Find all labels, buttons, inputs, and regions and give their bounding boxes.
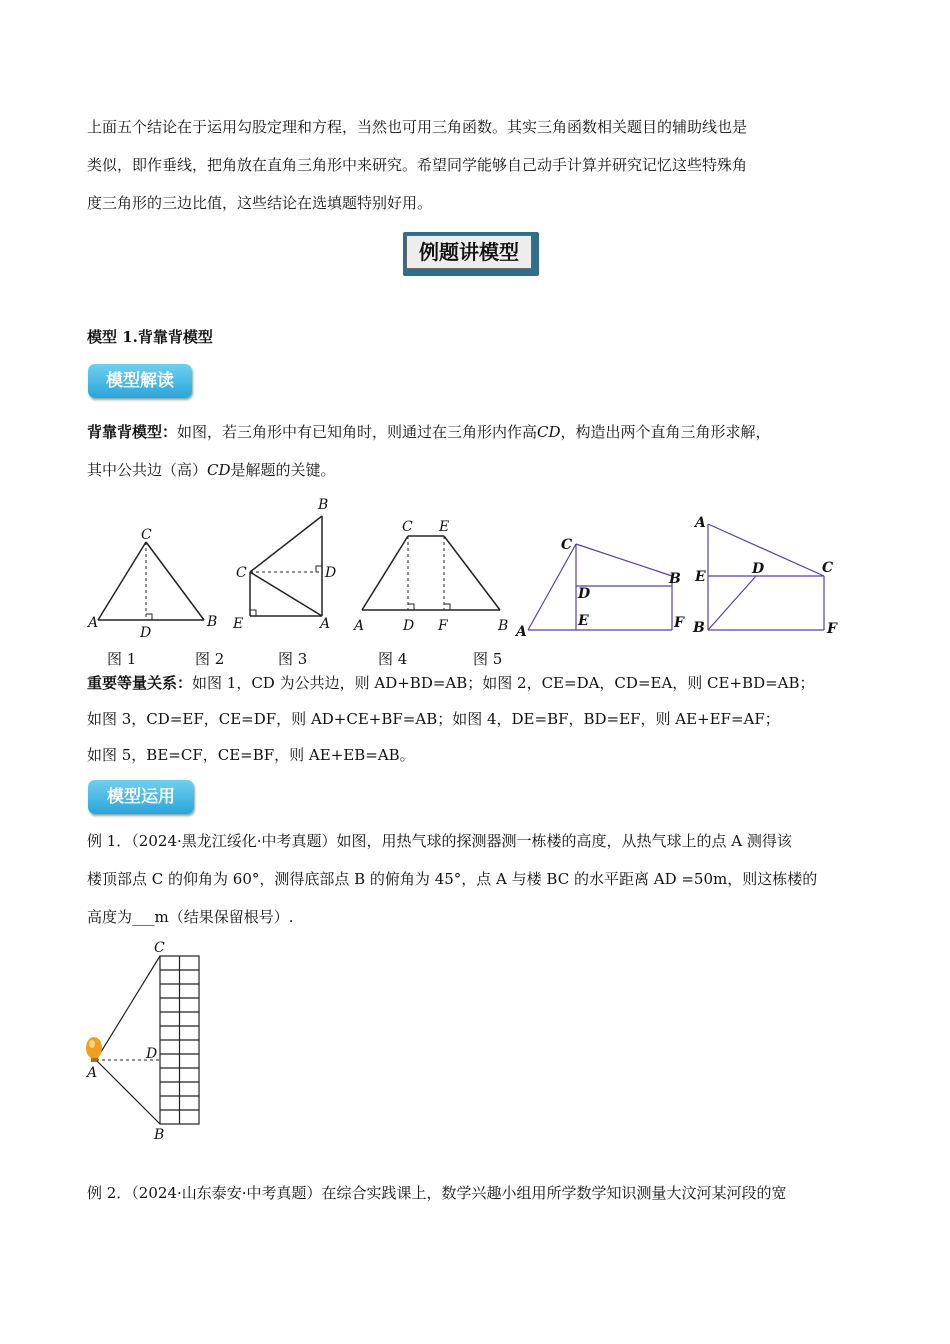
caption-fig-1: 图 1 (107, 650, 137, 668)
fig5-label-d: D (752, 561, 765, 577)
example-1-line-1: 例 1．（2024·黑龙江绥化·中考真题）如图，用热气球的探测器测一栋楼的高度，从热气球上的点 A 测得该 (87, 832, 792, 850)
reading-text-d: 是解题的关键。 (230, 461, 336, 479)
fig3-label-e: E (439, 519, 450, 535)
reading-cd: CD (537, 423, 561, 441)
intro-line-1: 上面五个结论在于运用勾股定理和方程，当然也可用三角函数。其实三角函数相关题目的辅助线也是 (87, 118, 748, 136)
caption-fig-2: 图 2 (195, 650, 225, 668)
intro-line-2: 类似，即作垂线，把角放在直角三角形中来研究。希望同学能够自己动手计算并研究记忆这些特殊角 (87, 156, 748, 174)
fig1-label-c: C (141, 527, 152, 543)
fig5-label-a: A (695, 515, 706, 531)
fig4-label-b: B (669, 571, 681, 587)
fig3-label-a: A (354, 618, 365, 634)
section-banner (403, 232, 539, 276)
fig3-label-c: C (402, 519, 413, 535)
relations-line-2: 如图 3，CD=EF，CE=DF，则 AD+CE+BF=AB；如图 4，DE=BF，BD=EF，则 AE+EF=AF； (87, 710, 780, 728)
fig5-label-b: B (693, 620, 705, 636)
fig2-label-b: B (318, 497, 329, 513)
fig5-label-c: C (822, 560, 834, 576)
fig4-label-d: D (578, 586, 591, 602)
caption-fig-4: 图 4 (378, 650, 408, 668)
balloon-icon (86, 1037, 102, 1062)
fig2-label-c: C (236, 565, 247, 581)
fig5-label-e: E (695, 569, 706, 585)
ex1-label-d: D (146, 1046, 158, 1062)
tag-model-application: 模型运用 (88, 780, 194, 814)
reading-label: 背靠背模型： (87, 423, 178, 441)
fig4-label-c: C (561, 537, 573, 553)
fig4-label-a: A (516, 624, 527, 640)
example-1-diagram (84, 936, 214, 1146)
reading-text-c: 其中公共边（高） (87, 461, 208, 479)
fig1-label-b: B (207, 614, 218, 630)
fig2-label-d: D (325, 565, 337, 581)
relations-text-1: 如图 1，CD 为公共边，则 AD+BD=AB；如图 2，CE=DA，CD=EA，则 CE+BD=AB； (192, 674, 815, 692)
caption-fig-5: 图 5 (473, 650, 503, 668)
relations-line-1 (87, 665, 867, 702)
model-1-heading: 模型 1.背靠背模型 (87, 328, 213, 346)
relations-line-3: 如图 5，BE=CF，CE=BF，则 AE+EB=AB。 (87, 746, 415, 764)
fig4-label-e: E (578, 613, 589, 629)
fig5-label-f: F (827, 621, 837, 637)
reading-text-a: 如图，若三角形中有已知角时，则通过在三角形内作高 (177, 423, 538, 441)
tag-model-interpretation: 模型解读 (88, 364, 192, 398)
example-1-line-3: 高度为___m（结果保留根号）. (87, 908, 294, 926)
example-2-line-1: 例 2．（2024·山东泰安·中考真题）在综合实践课上，数学兴趣小组用所学数学知识测量大汶河某河段的宽 (87, 1184, 787, 1202)
fig3-label-b: B (498, 618, 509, 634)
figure-1 (86, 520, 226, 640)
reading-line-1 (87, 414, 867, 451)
building-grid (160, 956, 199, 1124)
fig3-label-d: D (403, 618, 415, 634)
fig4-label-f: F (674, 615, 684, 631)
figure-3 (350, 512, 520, 640)
intro-line-3: 度三角形的三边比值，这些结论在选填题特别好用。 (87, 194, 433, 212)
fig2-label-e: E (233, 616, 244, 632)
ex1-label-c: C (154, 940, 165, 956)
fig3-label-f: F (438, 618, 448, 634)
example-1-line-2: 楼顶部点 C 的仰角为 60°，测得底部点 B 的俯角为 45°，点 A 与楼 BC 的水平距离 AD =50m，则这栋楼的 (87, 870, 818, 888)
fig2-label-a: A (320, 616, 331, 632)
ex1-label-a: A (87, 1065, 98, 1081)
reading-cd-2: CD (207, 461, 231, 479)
ex1-label-b: B (154, 1127, 165, 1143)
fig1-label-d: D (140, 625, 152, 640)
figure-4 (512, 532, 692, 642)
relations-label: 重要等量关系： (87, 674, 193, 692)
reading-text-b: ，构造出两个直角三角形求解， (560, 423, 771, 441)
reading-line-2 (87, 452, 867, 489)
caption-fig-3: 图 3 (278, 650, 308, 668)
section-banner-title: 例题讲模型 (406, 235, 532, 269)
fig1-label-a: A (88, 615, 99, 631)
figure-5 (690, 512, 850, 642)
figure-2 (230, 492, 350, 640)
